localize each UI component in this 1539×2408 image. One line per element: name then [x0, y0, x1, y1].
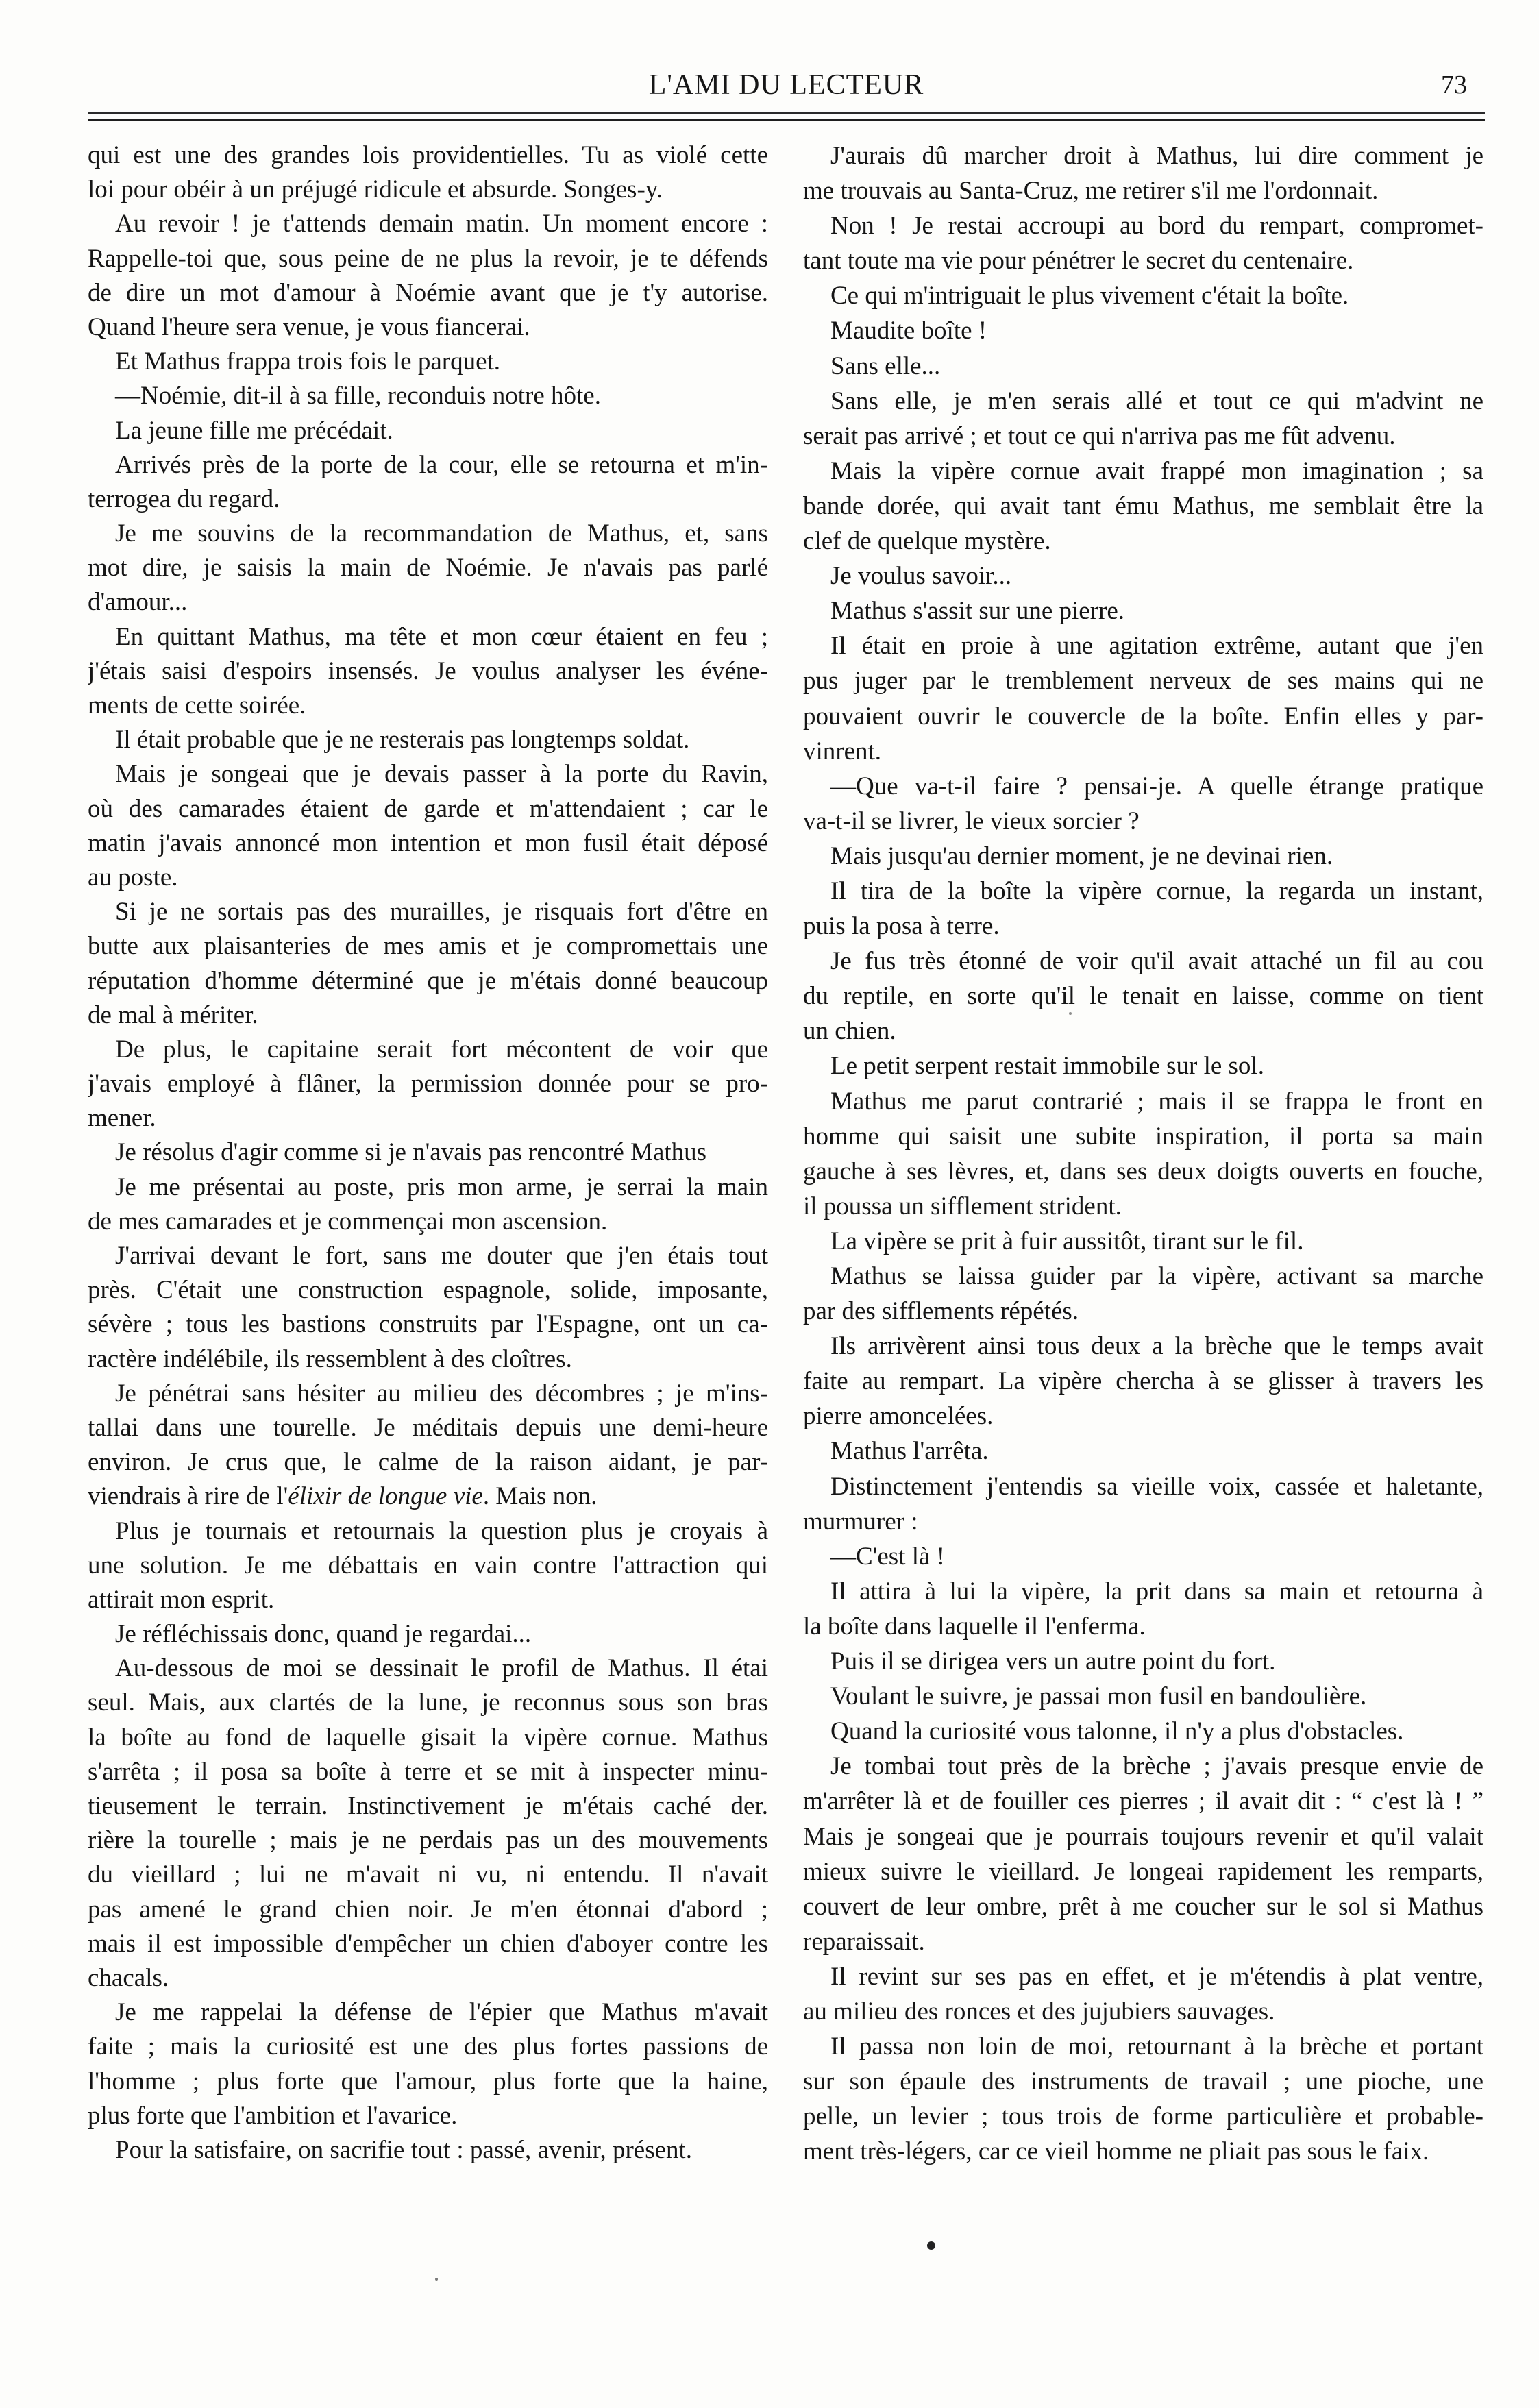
ink-speck: [927, 2241, 935, 2250]
paragraph: [803, 208, 1483, 278]
paragraph: [88, 517, 768, 620]
text-line: seul. Mais, aux clartés de la lune, je reconnus sous son bras: [88, 1688, 768, 1717]
text-line: J'arrivai devant le fort, sans me douter que j'en étais tout: [115, 1242, 768, 1270]
text-line: un chien.: [803, 1017, 896, 1046]
text-line: —Que va-t-il faire ? pensai-je. A quelle étrange pratique: [830, 772, 1483, 800]
paragraph: [88, 138, 768, 207]
text-line: va-t-il se livrer, le vieux sorcier ?: [803, 807, 1140, 835]
text-line: —Noémie, dit-il à sa fille, reconduis notre hôte.: [115, 382, 601, 410]
text-line: Rappelle-toi que, sous peine de ne plus la revoir, je te défends: [88, 244, 768, 273]
paragraph: [803, 384, 1483, 454]
text-line: attirait mon esprit.: [88, 1585, 275, 1614]
page-number: 73: [1441, 71, 1467, 99]
text-line: ment très-légers, car ce vieil homme ne pliait pas sous le faix.: [803, 2137, 1429, 2166]
text-line: vinrent.: [803, 737, 882, 765]
paragraph: [803, 2029, 1483, 2169]
paragraph: [803, 839, 1483, 874]
text-line: Le petit serpent restait immobile sur le sol.: [830, 1052, 1264, 1081]
right-column: [803, 138, 1483, 2169]
paragraph: [88, 1514, 768, 1618]
text-line: de dire un mot d'amour à Noémie avant que je t'y autorise.: [88, 278, 768, 307]
paragraph: [803, 1749, 1483, 1959]
text-line: Ce qui m'intriguait le plus vivement c'était la boîte.: [830, 282, 1349, 310]
text-line: bande dorée, qui avait tant ému Mathus, me semblait être la: [803, 491, 1483, 520]
paragraph: [803, 1329, 1483, 1434]
text-line: réputation d'homme déterminé que je m'étais donné beaucoup: [88, 966, 768, 995]
paragraph: [803, 1048, 1483, 1083]
text-line: faite ; mais la curiosité est une des plus fortes passions de: [88, 2032, 768, 2061]
text-line: Je tombai tout près de la brèche ; j'avais presque envie de: [830, 1752, 1483, 1781]
text-line: Au revoir ! je t'attends demain matin. Un moment encore :: [115, 210, 768, 238]
running-head: [88, 67, 1485, 103]
text-line: sur son épaule des instruments de travail ; une pioche, une: [803, 2067, 1483, 2096]
text-line: pouvaient ouvrir le couvercle de la boîte. Enfin elles y par-: [803, 702, 1483, 730]
paragraph: [803, 593, 1483, 628]
text-line: l'homme ; plus forte que l'amour, plus forte que la haine,: [88, 2067, 768, 2096]
text-line: de mes camarades et je commençai mon ascension.: [88, 1207, 608, 1236]
text-line: Quand l'heure sera venue, je vous fiancerai.: [88, 312, 530, 341]
text-line: environ. Je crus que, le calme de la raison aidant, je par-: [88, 1448, 768, 1477]
text-line: Mais je songeai que je pourrais toujours revenir et qu'il valait: [803, 1822, 1483, 1851]
text-line: couvert de leur ombre, prêt à me coucher sur le sol si Mathus: [803, 1892, 1483, 1921]
text-line: Je réfléchissais donc, quand je regardai...: [115, 1620, 532, 1649]
paragraph: [803, 874, 1483, 944]
text-line: Mathus se laissa guider par la vipère, activant sa marche: [830, 1262, 1483, 1290]
text-line: Et Mathus frappa trois fois le parquet.: [115, 347, 501, 376]
paragraph: [803, 1224, 1483, 1259]
text-line: ments de cette soirée.: [88, 691, 306, 720]
text-line: Mais jusqu'au dernier moment, je ne devinai rien.: [830, 841, 1333, 870]
text-line: Il était probable que je ne resterais pas longtemps soldat.: [115, 726, 690, 754]
text-line: Il revint sur ses pas en effet, et je m'étendis à plat ventre,: [830, 1962, 1483, 1991]
paragraph: [88, 1239, 768, 1377]
paragraph: [88, 2133, 768, 2167]
text-line: tallai dans une tourelle. Je méditais depuis une demi-heure: [88, 1413, 768, 1442]
paragraph: [803, 1434, 1483, 1469]
text-line: j'étais saisi d'espoirs insensés. Je voulus analyser les événe-: [88, 656, 768, 685]
paragraph: [88, 414, 768, 448]
text-line: sévère ; tous les bastions construits par l'Espagne, ont un ca-: [88, 1310, 768, 1339]
text-line: Au-dessous de moi se dessinait le profil de Mathus. Il étai: [115, 1654, 768, 1683]
text-line: au milieu des ronces et des jujubiers sauvages.: [803, 1997, 1275, 2026]
text-segment: . Mais non.: [482, 1482, 598, 1511]
text-line: j'avais employé à flâner, la permission donnée pour se pro-: [88, 1070, 768, 1098]
paragraph: [803, 558, 1483, 593]
text-line: pelle, un levier ; tous trois de forme particulière et probable-: [803, 2102, 1483, 2131]
paragraph: [803, 138, 1483, 208]
text-line: une solution. Je me débattais en vain contre l'attraction qui: [88, 1551, 768, 1580]
text-line: qui est une des grandes lois providentielles. Tu as violé cette: [88, 141, 768, 169]
paragraph: [803, 1644, 1483, 1679]
text-line: ractère indélébile, ils ressemblent à des cloîtres.: [88, 1344, 572, 1373]
paragraph: [88, 1170, 768, 1239]
text-line: Mais je songeai que je devais passer à la porte du Ravin,: [115, 760, 768, 789]
text-line: chacals.: [88, 1963, 169, 1992]
text-line: Il était en proie à une agitation extrême, autant que j'en: [830, 632, 1483, 661]
text-line: Je pénétrai sans hésiter au milieu des décombres ; je m'ins-: [115, 1379, 768, 1408]
text-line: mieux suivre le vieillard. Je longeai rapidement les remparts,: [803, 1857, 1483, 1886]
text-line: la boîte dans laquelle il l'enferma.: [803, 1612, 1146, 1641]
text-line: Voulant le suivre, je passai mon fusil en bandoulière.: [830, 1682, 1367, 1711]
text-line: me trouvais au Santa-Cruz, me retirer s'il me l'ordonnait.: [803, 177, 1379, 206]
italic-text: élixir de longue vie: [288, 1482, 483, 1511]
paragraph: [803, 944, 1483, 1048]
text-line: matin j'avais annoncé mon intention et mon fusil était déposé: [88, 828, 768, 857]
text-line: m'arrêter là et de fouiller ces pierres ; il avait dit : “ c'est là ! ”: [803, 1787, 1483, 1816]
text-line: où des camarades étaient de garde et m'attendaient ; car le: [88, 794, 768, 823]
paragraph: [803, 769, 1483, 839]
paragraph: [88, 1651, 768, 1995]
paragraph: [803, 454, 1483, 558]
paragraph: [803, 628, 1483, 768]
text-line: la boîte au fond de laquelle gisait la vipère cornue. Mathus: [88, 1723, 768, 1752]
paragraph: [803, 313, 1483, 348]
paragraph: [88, 1033, 768, 1136]
text-line: terrogea du regard.: [88, 484, 280, 513]
paragraph: [88, 1617, 768, 1651]
text-line: plus forte que l'ambition et l'avarice.: [88, 2101, 458, 2130]
text-line: [88, 1479, 768, 1514]
paragraph: [803, 278, 1483, 313]
text-line: mot dire, je saisis la main de Noémie. Je n'avais pas parlé: [88, 554, 768, 582]
text-line: Sans elle...: [830, 352, 941, 380]
text-line: clef de quelque mystère.: [803, 527, 1051, 556]
text-line: Si je ne sortais pas des murailles, je risquais fort d'être en: [115, 898, 768, 926]
text-line: Mathus l'arrêta.: [830, 1437, 989, 1466]
paragraph: [88, 757, 768, 895]
paragraph: [88, 895, 768, 1033]
paragraph: [88, 1135, 768, 1170]
header-rule: [88, 112, 1485, 121]
text-line: Puis il se dirigea vers un autre point du fort.: [830, 1647, 1276, 1676]
text-line: La vipère se prit à fuir aussitôt, tirant sur le fil.: [830, 1227, 1304, 1255]
text-line: puis la posa à terre.: [803, 912, 1000, 941]
paragraph: [88, 379, 768, 413]
text-line: pierre amoncelées.: [803, 1402, 994, 1431]
text-line: pus juger par le tremblement nerveux de ses mains qui ne: [803, 667, 1483, 696]
text-line: Il passa non loin de moi, retournant à la brèche et portant: [830, 2032, 1483, 2061]
paragraph: [803, 1959, 1483, 2029]
text-line: pas amené le grand chien noir. Je m'en étonnai d'abord ;: [88, 1895, 768, 1924]
text-line: reparaissait.: [803, 1927, 925, 1956]
text-line: Je résolus d'agir comme si je n'avais pas rencontré Mathus: [115, 1138, 707, 1167]
paragraph: [803, 1574, 1483, 1644]
text-line: homme qui saisit une subite inspiration, il porta sa main: [803, 1122, 1483, 1151]
paragraph: [88, 1377, 768, 1514]
text-line: de mal à mériter.: [88, 1000, 258, 1029]
text-line: d'amour...: [88, 588, 188, 617]
paragraph: [803, 349, 1483, 384]
text-line: murmurer :: [803, 1507, 918, 1536]
text-segment: viendrais à rire de l': [88, 1482, 288, 1511]
text-line: Mais la vipère cornue avait frappé mon imagination ; sa: [830, 456, 1483, 485]
paragraph: [88, 620, 768, 724]
text-line: Arrivés près de la porte de la cour, elle se retourna et m'in-: [115, 450, 768, 479]
text-line: Il attira à lui la vipère, la prit dans sa main et retourna à: [830, 1577, 1483, 1606]
text-line: s'arrêta ; il posa sa boîte à terre et se mit à inspecter minu-: [88, 1757, 768, 1786]
text-line: Quand la curiosité vous talonne, il n'y a plus d'obstacles.: [830, 1717, 1404, 1746]
paragraph: [88, 448, 768, 517]
text-line: Il tira de la boîte la vipère cornue, la regarda un instant,: [830, 876, 1483, 905]
left-column: [88, 138, 768, 2167]
paragraph: [88, 207, 768, 345]
text-line: En quittant Mathus, ma tête et mon cœur étaient en feu ;: [115, 622, 768, 651]
text-line: Je fus très étonné de voir qu'il avait attaché un fil au cou: [830, 947, 1483, 976]
paragraph: [88, 723, 768, 757]
text-line: Maudite boîte !: [830, 317, 987, 345]
text-line: Sans elle, je m'en serais allé et tout ce qui m'advint ne: [830, 386, 1483, 415]
paragraph: [88, 345, 768, 379]
text-line: par des sifflements répétés.: [803, 1297, 1079, 1326]
text-line: mais il est impossible d'empêcher un chien d'aboyer contre les: [88, 1929, 768, 1958]
paragraph: [88, 1995, 768, 2133]
text-line: Mathus me parut contrarié ; mais il se frappa le front en: [830, 1087, 1483, 1116]
text-line: Mathus s'assit sur une pierre.: [830, 597, 1125, 626]
text-line: J'aurais dû marcher droit à Mathus, lui dire comment je: [830, 142, 1483, 170]
text-line: Je me présentai au poste, pris mon arme, je serrai la main: [115, 1172, 768, 1201]
paragraph: [803, 1084, 1483, 1224]
text-line: du vieillard ; lui ne m'avait ni vu, ni entendu. Il n'avait: [88, 1860, 768, 1889]
text-line: tant toute ma vie pour pénétrer le secret du centenaire.: [803, 247, 1354, 275]
text-line: Distinctement j'entendis sa vieille voix, cassée et haletante,: [830, 1472, 1483, 1501]
ink-speck: [435, 2278, 438, 2281]
text-line: loi pour obéir à un préjugé ridicule et absurde. Songes-y.: [88, 175, 663, 204]
text-line: Ils arrivèrent ainsi tous deux a la brèche que le temps avait: [830, 1332, 1483, 1361]
paragraph: [803, 1714, 1483, 1749]
text-line: mener.: [88, 1104, 156, 1133]
text-line: Pour la satisfaire, on sacrifie tout : passé, avenir, présent.: [115, 2135, 693, 2164]
text-line: du reptile, en sorte qu'il le tenait en laisse, comme on tient: [803, 982, 1483, 1011]
paragraph: [803, 1539, 1483, 1574]
text-line: —C'est là !: [830, 1542, 945, 1571]
text-line: près. C'était une construction espagnole, solide, imposante,: [88, 1276, 768, 1305]
text-line: faite au rempart. La vipère chercha à se glisser à travers les: [803, 1367, 1483, 1396]
text-line: Je me rappelai la défense de l'épier que Mathus m'avait: [115, 1998, 768, 2027]
text-line: butte aux plaisanteries de mes amis et je compromettais une: [88, 932, 768, 961]
text-line: il poussa un sifflement strident.: [803, 1192, 1122, 1220]
text-line: tieusement le terrain. Instinctivement je m'étais caché der.: [88, 1792, 768, 1820]
paragraph: [803, 1469, 1483, 1539]
text-line: Je me souvins de la recommandation de Mathus, et, sans: [115, 519, 768, 548]
text-line: Non ! Je restai accroupi au bord du rempart, compromet-: [830, 212, 1483, 241]
paragraph: [803, 1679, 1483, 1714]
text-line: De plus, le capitaine serait fort mécontent de voir que: [115, 1035, 768, 1064]
journal-title: L'AMI DU LECTEUR: [648, 69, 924, 101]
text-line: Plus je tournais et retournais la question plus je croyais à: [115, 1516, 768, 1545]
text-line: au poste.: [88, 863, 178, 892]
text-line: serait pas arrivé ; et tout ce qui n'arriva pas me fût advenu.: [803, 421, 1396, 450]
text-line: La jeune fille me précédait.: [115, 416, 393, 445]
text-line: rière la tourelle ; mais je ne perdais pas un des mouvements: [88, 1826, 768, 1855]
paragraph: [803, 1259, 1483, 1329]
text-line: gauche à ses lèvres, et, dans ses deux doigts ouverts en fouche,: [803, 1157, 1483, 1185]
ink-speck: [1069, 1012, 1072, 1015]
text-line: Je voulus savoir...: [830, 562, 1012, 591]
